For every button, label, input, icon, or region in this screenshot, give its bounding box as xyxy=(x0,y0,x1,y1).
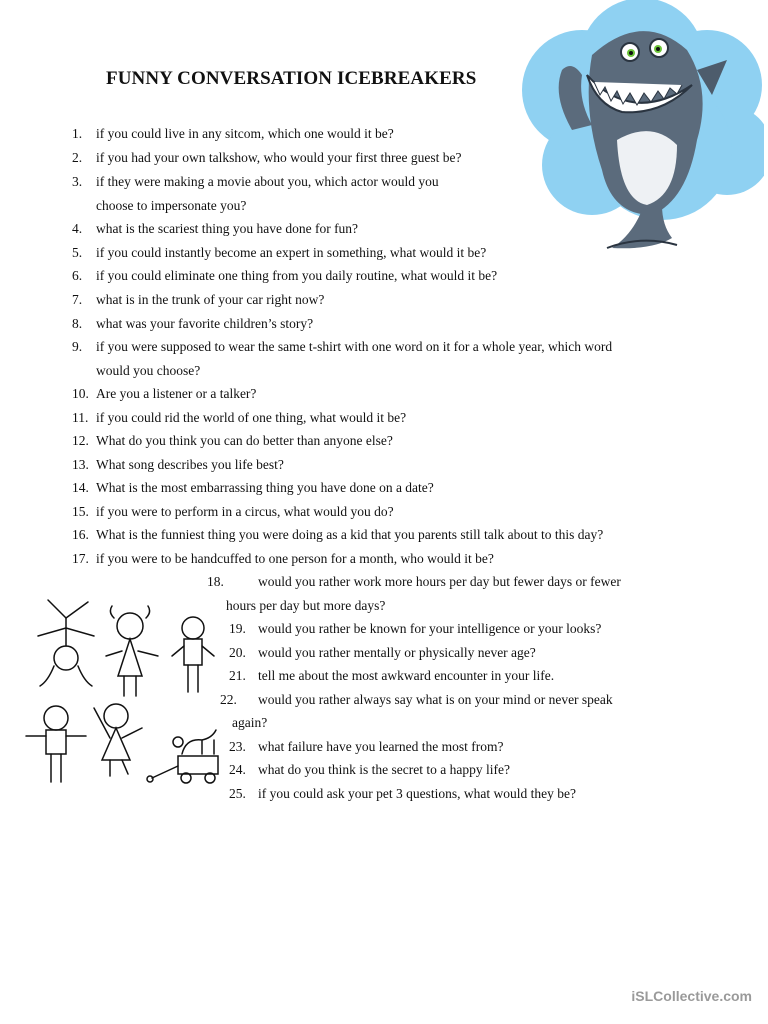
question-text: if you were to perform in a circus, what would you do? xyxy=(96,504,394,519)
question-number: 24. xyxy=(229,762,246,777)
question-number: 7. xyxy=(72,292,83,307)
shark-illustration xyxy=(512,0,764,256)
worksheet-title: FUNNY CONVERSATION ICEBREAKERS xyxy=(106,68,477,89)
question-number: 9. xyxy=(72,339,83,354)
question-number: 5. xyxy=(72,245,83,260)
question-number: 18. xyxy=(207,574,224,589)
question-text: what do you think is the secret to a happy life? xyxy=(258,762,510,777)
question-text: if you could ask your pet 3 questions, what would they be? xyxy=(258,786,576,801)
question-number: 19. xyxy=(229,621,246,636)
question-text: would you rather always say what is on your mind or never speak xyxy=(258,692,613,707)
question-number: 6. xyxy=(72,268,83,283)
question-number: 23. xyxy=(229,739,246,754)
question-text: again? xyxy=(232,715,268,730)
question-text: would you choose? xyxy=(96,363,201,378)
question-number: 11. xyxy=(72,410,89,425)
question-text: if you could rid the world of one thing, what would it be? xyxy=(96,410,407,425)
stick-figure-kids-illustration xyxy=(18,596,230,792)
question-text: if you could live in any sitcom, which one would it be? xyxy=(96,126,394,141)
question-text: what is the scariest thing you have done for fun? xyxy=(96,221,359,236)
question-text: What is the most embarrassing thing you have done on a date? xyxy=(96,480,434,495)
question-text: What do you think you can do better than anyone else? xyxy=(96,433,393,448)
question-text: if you were to be handcuffed to one person for a month, who would it be? xyxy=(96,551,494,566)
question-text: if you could eliminate one thing from you daily routine, what would it be? xyxy=(96,268,498,283)
question-number: 4. xyxy=(72,221,83,236)
question-number: 8. xyxy=(72,316,83,331)
question-number: 1. xyxy=(72,126,83,141)
question-text: would you rather work more hours per day but fewer days or fewer xyxy=(258,574,621,589)
question-number: 14. xyxy=(72,480,89,495)
question-text: tell me about the most awkward encounter in your life. xyxy=(258,668,555,683)
question-text: what is in the trunk of your car right now? xyxy=(96,292,325,307)
question-number: 22. xyxy=(220,692,237,707)
question-number: 3. xyxy=(72,174,83,189)
question-number: 10. xyxy=(72,386,89,401)
question-text: hours per day but more days? xyxy=(226,598,386,613)
question-text: if they were making a movie about you, which actor would you xyxy=(96,174,439,189)
question-text: What is the funniest thing you were doing as a kid that you parents still talk about to this day? xyxy=(96,527,604,542)
question-text: what was your favorite children’s story? xyxy=(96,316,314,331)
question-number: 20. xyxy=(229,645,246,660)
question-text: What song describes you life best? xyxy=(96,457,284,472)
question-text: if you could instantly become an expert in something, what would it be? xyxy=(96,245,487,260)
question-text: what failure have you learned the most from? xyxy=(258,739,504,754)
question-number: 13. xyxy=(72,457,89,472)
question-number: 25. xyxy=(229,786,246,801)
question-text: Are you a listener or a talker? xyxy=(96,386,257,401)
question-number: 15. xyxy=(72,504,89,519)
question-text: if you were supposed to wear the same t-shirt with one word on it for a whole year, which word xyxy=(96,339,613,354)
question-number: 16. xyxy=(72,527,89,542)
question-number: 17. xyxy=(72,551,89,566)
watermark: iSLCollective.com xyxy=(631,988,752,1004)
question-number: 21. xyxy=(229,668,246,683)
question-number: 2. xyxy=(72,150,83,165)
question-text: if you had your own talkshow, who would your first three guest be? xyxy=(96,150,462,165)
question-number: 12. xyxy=(72,433,89,448)
question-text: would you rather be known for your intelligence or your looks? xyxy=(258,621,602,636)
question-text: would you rather mentally or physically never age? xyxy=(258,645,536,660)
question-text: choose to impersonate you? xyxy=(96,198,247,213)
